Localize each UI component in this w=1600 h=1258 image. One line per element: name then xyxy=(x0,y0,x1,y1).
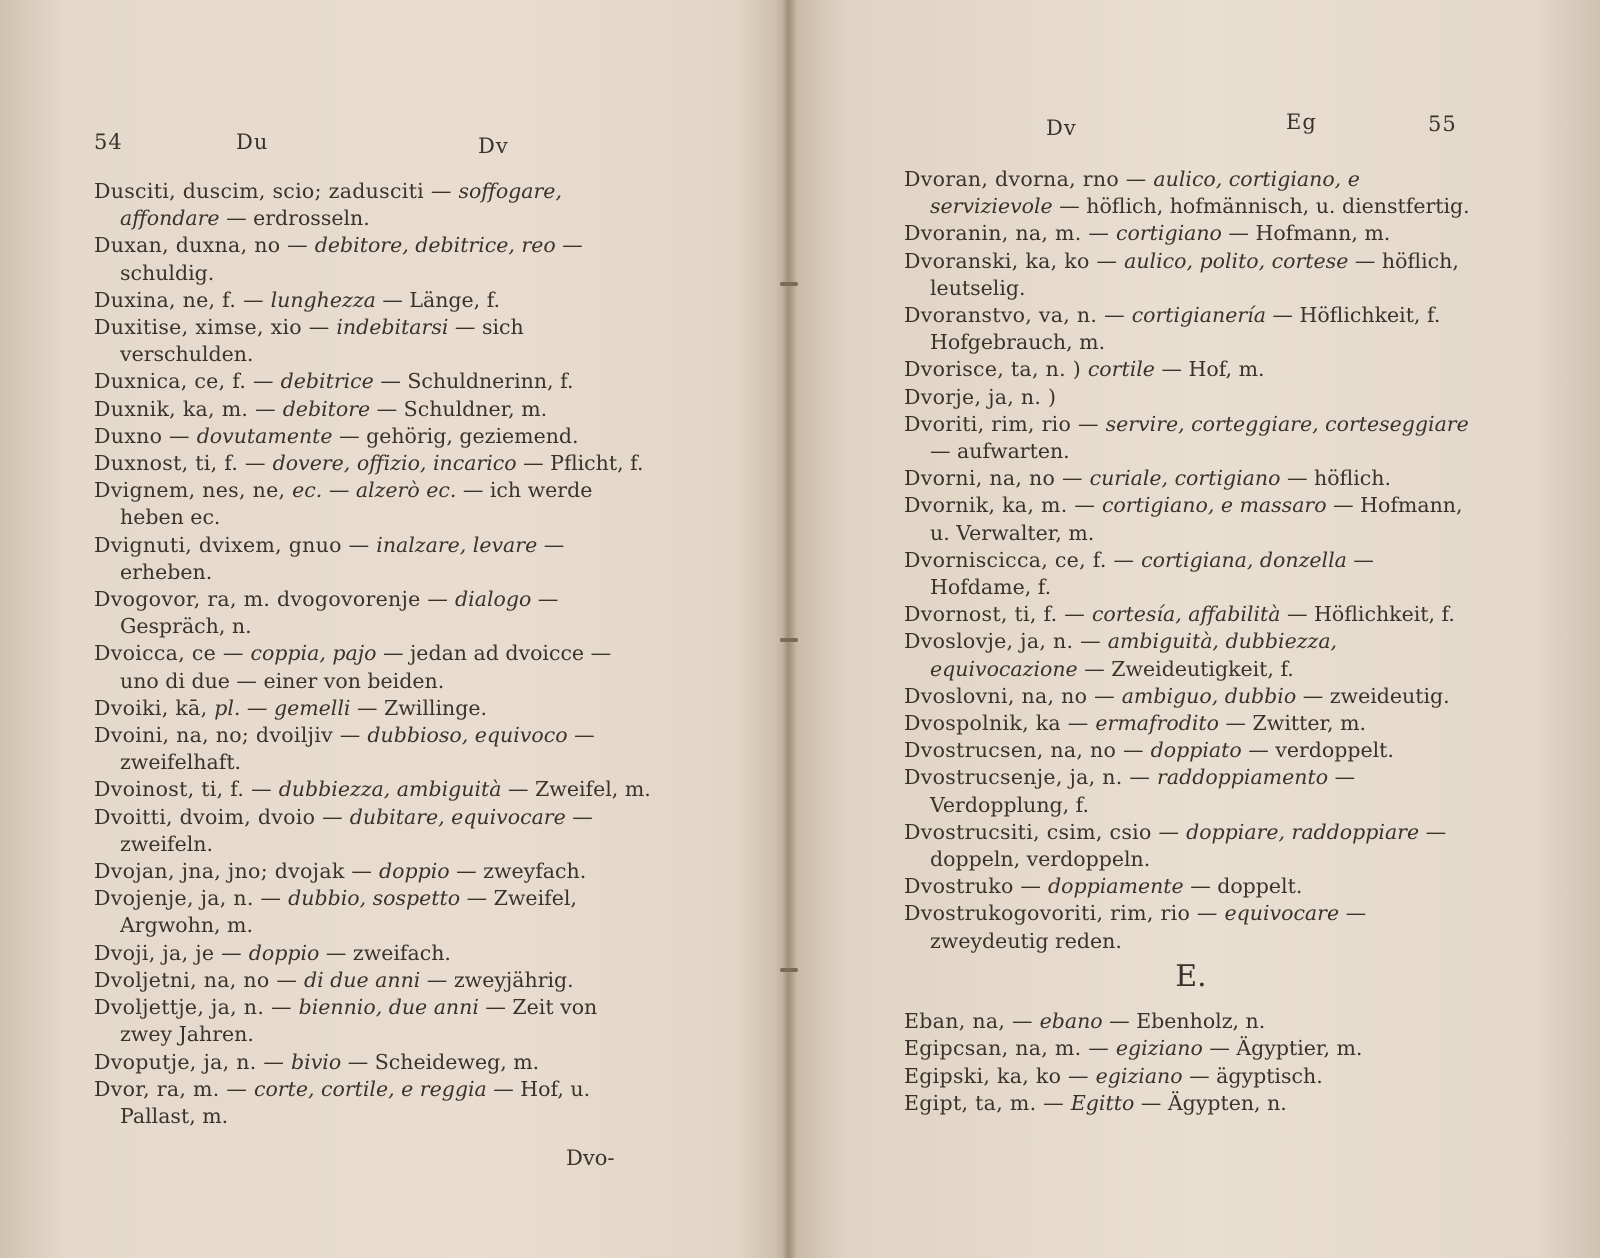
entry-italian: lunghezza xyxy=(270,287,376,312)
dictionary-entry xyxy=(94,722,654,776)
dictionary-entry xyxy=(904,1090,1478,1117)
entry-italian: bivio xyxy=(291,1049,342,1074)
dictionary-entry xyxy=(904,465,1478,492)
entry-italian: ambiguità, dubbiezza, equivocazione xyxy=(930,629,1338,681)
entry-german: — Höflichkeit, f. Hofgebrauch, m. xyxy=(930,303,1441,355)
entry-italian: dubbio, sospetto xyxy=(288,886,461,911)
dictionary-entry xyxy=(94,885,654,939)
dictionary-entry xyxy=(904,764,1478,818)
entry-headword: Dvorni, na, no — xyxy=(904,466,1090,491)
catchword: Dvo- xyxy=(566,1146,615,1170)
entry-headword: Dvostruko — xyxy=(904,874,1049,899)
entry-german: — Hofdame, f. xyxy=(930,547,1374,600)
entry-italian: egiziano xyxy=(1115,1036,1203,1061)
entry-italian: equivocare xyxy=(1224,901,1340,926)
dictionary-entry xyxy=(94,1076,654,1130)
entry-italian: Egitto xyxy=(1070,1090,1135,1115)
entry-headword: Dvoranstvo, va, n. — xyxy=(904,303,1132,328)
entry-italian: debitore xyxy=(282,396,371,421)
entry-italian: dovere, offizio, incarico xyxy=(272,451,517,476)
entry-italian: ambiguo, dubbio xyxy=(1121,683,1297,708)
entry-italian: corte, cortile, e reggia xyxy=(253,1076,487,1101)
entry-italian: coppia, pajo xyxy=(250,641,377,666)
entry-headword: Dvornik, ka, m. — xyxy=(904,493,1102,518)
dictionary-entry xyxy=(94,1049,654,1076)
dictionary-entry xyxy=(904,1035,1478,1062)
entry-german: — Verdopplung, f. xyxy=(930,765,1356,817)
entry-italian: pl. — gemelli xyxy=(214,695,351,720)
entry-headword: Dvogovor, ra, m. dvogovorenje — xyxy=(94,587,456,612)
entry-german: — zweifelhaft. xyxy=(120,723,595,775)
left-page xyxy=(0,0,780,1258)
entry-italian: indebitarsi xyxy=(336,315,449,340)
dictionary-entry xyxy=(94,586,654,640)
right-page xyxy=(800,0,1600,1258)
entry-headword: Duxnost, ti, f. — xyxy=(94,451,273,476)
entry-italian: ebano xyxy=(1039,1009,1103,1034)
entry-headword: Dvorniscicca, ce, f. — xyxy=(904,547,1142,572)
entry-headword: Dvoljetni, na, no — xyxy=(94,967,304,992)
entry-headword: Dvojan, jna, jno; dvojak — xyxy=(94,859,379,884)
entry-italian: dovutamente xyxy=(196,423,333,448)
binding-stitch xyxy=(780,282,798,286)
entry-german: — Hofmann, m. xyxy=(1221,221,1391,246)
entry-headword: Dvignuti, dvixem, gnuo — xyxy=(94,532,377,557)
section-letter: E. xyxy=(1175,958,1207,994)
entry-headword: Dvoslovje, ja, n. — xyxy=(904,629,1108,654)
entry-german: — Hof, u. Pallast, m. xyxy=(120,1076,591,1128)
entry-headword: Dvoljettje, ja, n. — xyxy=(94,995,299,1020)
entry-german: — gehörig, geziemend. xyxy=(332,423,579,448)
entry-german: — jedan ad dvoicce — uno di due — einer von beiden. xyxy=(120,641,612,693)
entry-italian: servire, corteggiare, corteseggiare xyxy=(1105,411,1469,436)
entry-headword: Dusciti, duscim, scio; zadusciti — xyxy=(94,179,459,203)
entry-german: — höflich, hofmännisch, u. dienstfertig. xyxy=(1052,194,1470,219)
entry-german: — Höflichkeit, f. xyxy=(1280,602,1455,627)
entry-headword: Dvoinost, ti, f. — xyxy=(94,777,279,802)
entry-headword: Dvoitti, dvoim, dvoio — xyxy=(94,804,350,829)
entry-german: — zweifeln. xyxy=(120,804,593,856)
entry-headword: Dvorisce, ta, n. ) xyxy=(904,357,1088,382)
dictionary-entry xyxy=(904,166,1478,220)
entry-italian: inalzare, levare xyxy=(376,532,538,557)
entry-german: — verdoppelt. xyxy=(1241,738,1394,763)
dictionary-entry xyxy=(904,1008,1478,1035)
entry-headword: Dvoputje, ja, n. — xyxy=(94,1049,292,1074)
entry-italian: debitrice xyxy=(280,369,374,394)
entry-headword: Dvoslovni, na, no — xyxy=(904,683,1122,708)
entry-german: — Scheideweg, m. xyxy=(341,1049,540,1074)
dictionary-entry xyxy=(904,601,1478,628)
book-gutter xyxy=(782,0,796,1258)
dictionary-entries xyxy=(94,178,654,1130)
dictionary-entry xyxy=(94,396,654,423)
entry-headword: Dvoicca, ce — xyxy=(94,641,251,666)
entry-german: — höflich. xyxy=(1280,466,1391,491)
entry-german: — höflich, leutselig. xyxy=(930,248,1459,300)
entry-german: — schuldig. xyxy=(120,233,583,285)
entry-german: — Zweideutigkeit, f. xyxy=(1077,656,1294,681)
entry-headword: Dvojenje, ja, n. — xyxy=(94,886,289,911)
entry-italian: cortesía, affabilità xyxy=(1091,602,1281,627)
dictionary-entry xyxy=(94,994,654,1048)
entry-headword: Dvoran, dvorna, rno — xyxy=(904,167,1154,191)
entry-german: — doppelt. xyxy=(1183,874,1303,899)
page-number: 55 xyxy=(1428,112,1457,136)
entry-headword: Dvostrukogovoriti, rim, rio — xyxy=(904,901,1225,926)
entry-headword: Duxina, ne, f. — xyxy=(94,287,271,312)
entry-headword: Duxno — xyxy=(94,423,197,448)
dictionary-entry xyxy=(904,628,1478,682)
entry-headword: Dvoji, ja, je — xyxy=(94,940,249,965)
entry-italian: dubbiezza, ambiguità xyxy=(278,777,502,802)
entry-headword: Duxnik, ka, m. — xyxy=(94,396,283,421)
dictionary-entry xyxy=(94,695,654,722)
dictionary-entries xyxy=(904,166,1478,1117)
dictionary-entry xyxy=(904,411,1478,465)
entry-headword: Duxan, duxna, no — xyxy=(94,233,315,258)
running-head-left: Dv xyxy=(1046,116,1077,140)
entry-italian: dubitare, equivocare xyxy=(349,804,566,829)
entry-headword: Duxnica, ce, f. — xyxy=(94,369,281,394)
entry-italian: doppio xyxy=(248,940,320,965)
dictionary-entry xyxy=(94,423,654,450)
entry-german: — Hof, m. xyxy=(1154,357,1265,382)
binding-stitch xyxy=(780,968,798,972)
entry-italian: cortigiano, e massaro xyxy=(1101,493,1327,518)
entry-german: — Pflicht, f. xyxy=(516,451,644,476)
dictionary-entry xyxy=(94,967,654,994)
entry-german: — zweydeutig reden. xyxy=(930,901,1367,953)
dictionary-entry xyxy=(904,302,1478,356)
entry-italian: aulico, polito, cortese xyxy=(1124,248,1349,273)
dictionary-entry xyxy=(904,547,1478,601)
entry-german: — Ägypten, n. xyxy=(1134,1090,1287,1115)
entry-german: — zweideutig. xyxy=(1296,683,1450,708)
entry-german: — sich verschulden. xyxy=(120,315,524,367)
dictionary-entry xyxy=(904,220,1478,247)
entry-german: — Ägyptier, m. xyxy=(1202,1036,1363,1061)
dictionary-entry xyxy=(94,477,654,531)
entry-italian: biennio, due anni xyxy=(298,995,479,1020)
entry-italian: doppiato xyxy=(1150,738,1242,763)
entry-italian: aulico, cortigiano, e servizievole xyxy=(930,167,1360,219)
dictionary-entry xyxy=(904,492,1478,546)
entry-german: — zweifach. xyxy=(319,940,451,965)
entry-german: — doppeln, verdoppeln. xyxy=(930,819,1447,872)
entry-headword: Dvoini, na, no; dvoiljiv — xyxy=(94,723,368,748)
dictionary-entry xyxy=(904,1063,1478,1090)
dictionary-entry xyxy=(904,683,1478,710)
dictionary-entry xyxy=(94,314,654,368)
entry-italian: curiale, cortigiano xyxy=(1089,466,1281,491)
entry-headword: Dvospolnik, ka — xyxy=(904,711,1096,736)
entry-german: — Schuldner, m. xyxy=(370,396,548,421)
running-head-left: Du xyxy=(236,130,269,154)
entry-headword: Eban, na, — xyxy=(904,1009,1040,1034)
entry-headword: Dvoranin, na, m. — xyxy=(904,221,1117,246)
dictionary-entry xyxy=(904,356,1478,383)
entry-headword: Dvoranski, ka, ko — xyxy=(904,248,1125,273)
entry-headword: Dvorje, ja, n. ) xyxy=(904,384,1057,409)
dictionary-entry xyxy=(904,710,1478,737)
entry-german: — ägyptisch. xyxy=(1182,1063,1323,1088)
entry-headword: Dvostrucsen, na, no — xyxy=(904,738,1151,763)
entry-german: — Zweifel, m. xyxy=(501,777,651,802)
entry-italian: cortile xyxy=(1087,357,1155,382)
dictionary-entry xyxy=(904,819,1478,873)
entry-italian: cortigianería xyxy=(1131,303,1266,328)
entry-italian: cortigiana, donzella xyxy=(1141,547,1347,572)
entry-german: — Ebenholz, n. xyxy=(1102,1009,1266,1034)
entry-headword: Dvoiki, kā, xyxy=(94,695,215,720)
page-number: 54 xyxy=(94,130,123,154)
dictionary-entry xyxy=(94,858,654,885)
entry-headword: Dvostrucsiti, csim, csio — xyxy=(904,819,1187,844)
binding-stitch xyxy=(780,638,798,642)
entry-german: — Gespräch, n. xyxy=(120,587,559,639)
dictionary-entry xyxy=(94,640,654,694)
entry-italian: dubbioso, equivoco xyxy=(367,723,568,748)
dictionary-entry xyxy=(94,450,654,477)
dictionary-entry xyxy=(904,737,1478,764)
entry-german: — aufwarten. xyxy=(930,439,1070,464)
entry-italian: egiziano xyxy=(1095,1063,1183,1088)
entry-italian: raddoppiamento xyxy=(1157,765,1329,790)
dictionary-entry xyxy=(94,804,654,858)
entry-headword: Egipt, ta, m. — xyxy=(904,1090,1071,1115)
entry-italian: ermafrodito xyxy=(1095,711,1219,736)
entry-german: — Schuldnerinn, f. xyxy=(373,369,574,394)
entry-headword: Duxitise, ximse, xio — xyxy=(94,315,337,340)
dictionary-entry xyxy=(94,532,654,586)
entry-italian: debitore, debitrice, reo xyxy=(314,233,556,258)
entry-headword: Dvostrucsenje, ja, n. — xyxy=(904,765,1158,790)
dictionary-entry xyxy=(904,873,1478,900)
entry-headword: Dvor, ra, m. — xyxy=(94,1076,254,1101)
entry-german: — Zweifel, Argwohn, m. xyxy=(120,886,577,938)
entry-german: — Länge, f. xyxy=(375,287,501,312)
dictionary-entry xyxy=(94,368,654,395)
entry-italian: cortigiano xyxy=(1116,221,1222,246)
dictionary-entry xyxy=(94,940,654,967)
entry-headword: Dvignem, nes, ne, xyxy=(94,478,293,503)
dictionary-entry xyxy=(904,384,1478,411)
dictionary-entry xyxy=(94,178,654,232)
entry-german: — erheben. xyxy=(120,532,565,584)
dictionary-entry xyxy=(94,232,654,286)
entry-headword: Egipcsan, na, m. — xyxy=(904,1036,1116,1061)
entry-italian: dialogo xyxy=(455,587,532,612)
entry-italian: soffogare, affondare xyxy=(120,179,562,231)
entry-italian: di due anni xyxy=(303,967,421,992)
running-head-right: Dv xyxy=(478,134,509,158)
entry-headword: Dvoriti, rim, rio — xyxy=(904,411,1106,436)
entry-german: — erdrosseln. xyxy=(219,206,370,231)
dictionary-entry xyxy=(904,900,1478,954)
entry-german: — ich werde heben ec. xyxy=(120,478,593,530)
dictionary-entry xyxy=(904,248,1478,302)
dictionary-entry xyxy=(94,776,654,803)
entry-german: — Zwitter, m. xyxy=(1219,711,1367,736)
entry-headword: Dvornost, ti, f. — xyxy=(904,602,1092,627)
entry-italian: ec. — alzerò ec. xyxy=(292,478,457,503)
entry-german: — zweyjährig. xyxy=(420,967,574,992)
entry-german: — Hofmann, u. Verwalter, m. xyxy=(930,493,1463,545)
entry-italian: doppiamente xyxy=(1048,874,1184,899)
entry-german: — zweyfach. xyxy=(449,859,587,884)
dictionary-entry xyxy=(94,287,654,314)
entry-german: — Zwillinge. xyxy=(350,695,487,720)
entry-italian: doppiare, raddoppiare xyxy=(1186,819,1420,844)
entry-headword: Egipski, ka, ko — xyxy=(904,1063,1096,1088)
entry-italian: doppio xyxy=(379,859,450,884)
running-head-right: Eg xyxy=(1286,110,1317,134)
entry-german: — Zeit von zwey Jahren. xyxy=(120,995,598,1047)
